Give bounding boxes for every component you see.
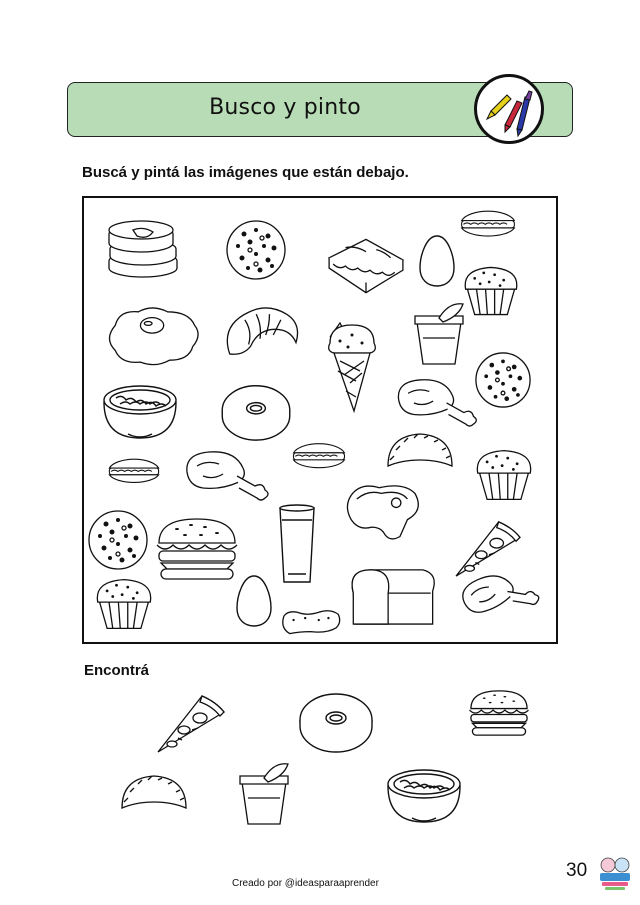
crayons-badge xyxy=(474,74,544,144)
sandwich-icon xyxy=(325,233,407,295)
cookie-bar-icon xyxy=(280,608,342,634)
donut-icon xyxy=(220,382,292,442)
macaron-icon xyxy=(290,438,348,480)
page-title: Busco y pinto xyxy=(209,95,361,120)
pancakes-icon xyxy=(103,216,183,280)
macaron-icon xyxy=(106,454,162,494)
find-label: Encontrá xyxy=(84,662,150,679)
soup-bowl-icon xyxy=(102,382,178,440)
egg-icon xyxy=(420,234,454,288)
ideas-para-aprender-logo xyxy=(596,853,634,893)
credit-text: Creado por @ideasparaaprender xyxy=(232,878,379,889)
egg-icon xyxy=(237,574,271,628)
muffin-icon xyxy=(462,262,520,320)
croissant-icon xyxy=(224,300,296,370)
steak-icon xyxy=(344,484,424,544)
crayons-icon xyxy=(477,77,541,141)
hamburger-icon xyxy=(468,688,530,738)
yogurt-icon xyxy=(238,764,290,826)
ice-cream-cone-icon xyxy=(326,316,378,418)
page-number: 30 xyxy=(566,860,588,881)
yogurt-icon xyxy=(413,304,465,366)
fried-egg-icon xyxy=(104,306,204,366)
cookie-icon xyxy=(475,352,531,408)
empanada-icon xyxy=(384,426,454,470)
muffin-icon xyxy=(474,446,534,504)
milk-glass-icon xyxy=(278,504,316,584)
empanada-icon xyxy=(118,768,188,812)
chicken-leg-icon xyxy=(460,566,536,622)
instruction-text: Buscá y pintá las imágenes que están debajo. xyxy=(82,164,409,181)
soup-bowl-icon xyxy=(386,766,462,824)
bread-loaf-icon xyxy=(348,566,436,626)
cookie-icon xyxy=(88,510,148,570)
hamburger-icon xyxy=(155,516,239,582)
pizza-slice-icon xyxy=(156,692,226,754)
macaron-icon xyxy=(458,206,518,248)
cookie-icon xyxy=(226,220,286,280)
muffin-icon xyxy=(94,574,154,634)
chicken-leg-icon xyxy=(182,450,270,500)
chicken-leg-icon xyxy=(393,378,479,426)
donut-icon xyxy=(298,690,374,754)
